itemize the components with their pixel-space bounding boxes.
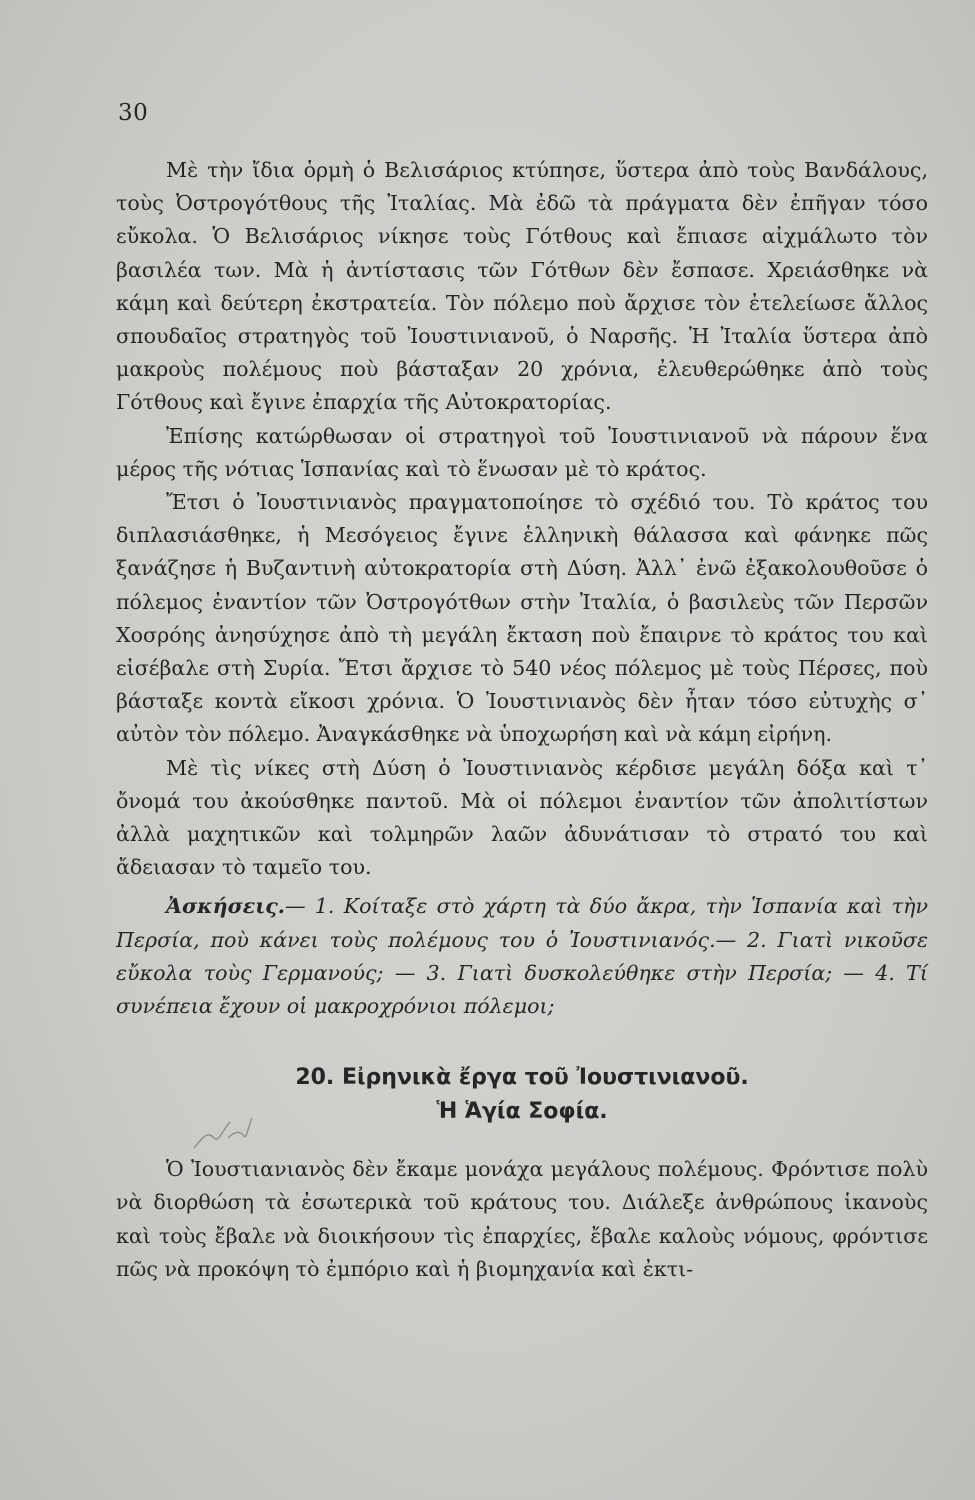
paragraph-belisarius-italy: Μὲ τὴν ἴδια ὁρμὴ ὁ Βελισάριος κτύπησε, ὕστερα ἀπὸ τοὺς Βανδάλους, τοὺς Ὀστρογότθους τῆς Ἰταλίας. Μὰ ἐδῶ τὰ πράγματα δὲν ἐπῆγαν τόσο εὔκολα. Ὁ Βελισάριος νίκησε τοὺς Γότθους καὶ ἔπιασε αἰχμάλωτο τὸν βασιλέα των. Μὰ ἡ ἀντίστασις τῶν Γότθων δὲν ἔσπασε. Χρειάσθηκε νὰ κάμη καὶ δεύτερη ἐκστρατεία. Τὸν πόλεμο ποὺ ἄρχισε τὸν ἐτελείωσε ἄλλος σπουδαῖος στρατηγὸς τοῦ Ἰουστινιανοῦ, ὁ Ναρσῆς. Ἡ Ἰταλία ὕστερα ἀπὸ μακροὺς πολέμους ποὺ βάσταξαν 20 χρόνια, ἐλευθερώθηκε ἀπὸ τοὺς Γότθους καὶ ἔγινε ἐπαρχία τῆς Αὐτοκρατορίας. bbox=[116, 158, 928, 415]
exercises bbox=[116, 890, 928, 1023]
paragraph-internal-reforms: Ὁ Ἰουστιανιανὸς δὲν ἔκαμε μονάχα μεγάλους πολέμους. Φρόντισε πολὺ νὰ διορθώση τὰ ἐσωτερικὰ τοῦ κράτους του. Διάλεξε ἀνθρώπους ἱκανοὺς καὶ τοὺς ἔβαλε νὰ διοικήσουν τὶς ἐπαρχίες, ἔβαλε καλοὺς νόμους, φρόντισε πῶς νὰ προκόψη τὸ ἐμπόριο καὶ ἡ βιομηχανία καὶ ἐκτι- bbox=[116, 1157, 928, 1281]
exercises-text: — 1. Κοίταξε στὸ χάρτη τὰ δύο ἄκρα, τὴν Ἱσπανία καὶ τὴν Περσία, ποὺ κάνει τοὺς πολέμους του ὁ Ἰουστινιανός.— 2. Γιατὶ νικοῦσε εὔκολα τοὺς Γερμανούς; — 3. Γιατὶ δυσκολεύθηκε στὴν Περσία; — 4. Τί συνέπεια ἔχουν οἱ μακροχρόνιοι πόλεμοι; bbox=[116, 894, 928, 1019]
paragraph-consequences: Μὲ τὶς νίκες στὴ Δύση ὁ Ἰουστινιανὸς κέρδισε μεγάλη δόξα καὶ τ᾿ ὄνομά του ἀκούσθηκε παντοῦ. Μὰ οἱ πόλεμοι ἐναντίον τῶν ἀπολιτίστων ἀλλὰ μαχητικῶν καὶ τολμηρῶν λαῶν ἀδυνάτισαν τὸ στρατό του καὶ ἄδειασαν τὸ ταμεῖο του. bbox=[116, 755, 928, 880]
page-number: 30 bbox=[118, 100, 149, 126]
exercises-label: Ἀσκήσεις. bbox=[166, 894, 285, 919]
section-subtitle: Ἡ Ἁγία Σοφία. bbox=[436, 1099, 608, 1125]
paragraph-spain: Ἐπίσης κατώρθωσαν οἱ στρατηγοὶ τοῦ Ἰουστινιανοῦ νὰ πάρουν ἕνα μέρος τῆς νότιας Ἱσπανίας καὶ τὸ ἕνωσαν μὲ τὸ κράτος. bbox=[116, 423, 928, 481]
paragraph-persian-war: Ἔτσι ὁ Ἰουστινιανὸς πραγματοποίησε τὸ σχέδιό του. Τὸ κράτος του διπλασιάσθηκε, ἡ Μεσόγειος ἔγινε ἑλληνικὴ θάλασσα καὶ φάνηκε πῶς ξανάζησε ἡ Βυζαντινὴ αὐτοκρατορία στὴ Δύση. Ἀλλ᾿ ἐνῶ ἐξακολουθοῦσε ὁ πόλεμος ἐναντίον τῶν Ὀστρογότθων στὴν Ἰταλία, ὁ βασιλεὺς τῶν Περσῶν Χοσρόης ἀνησύχησε ἀπὸ τὴ μεγάλη ἔκταση ποὺ ἔπαιρνε τὸ κράτος του καὶ εἰσέβαλε στὴ Συρία. Ἔτσι ἄρχισε τὸ 540 νέος πόλεμος μὲ τοὺς Πέρσες, ποὺ βάσταξε κοντὰ εἴκοσι χρόνια. Ὁ Ἰουστινιανὸς δὲν ἦταν τόσο εὐτυχὴς σ᾿ αὐτὸν τὸν πόλεμο. Ἀναγκάσθηκε νὰ ὑποχωρήση καὶ νὰ κάμη εἰρήνη. bbox=[116, 490, 928, 747]
pencil-scribble-icon bbox=[188, 1108, 258, 1158]
section-title: 20. Εἰρηνικὰ ἔργα τοῦ Ἰουστινιανοῦ. bbox=[295, 1065, 749, 1091]
